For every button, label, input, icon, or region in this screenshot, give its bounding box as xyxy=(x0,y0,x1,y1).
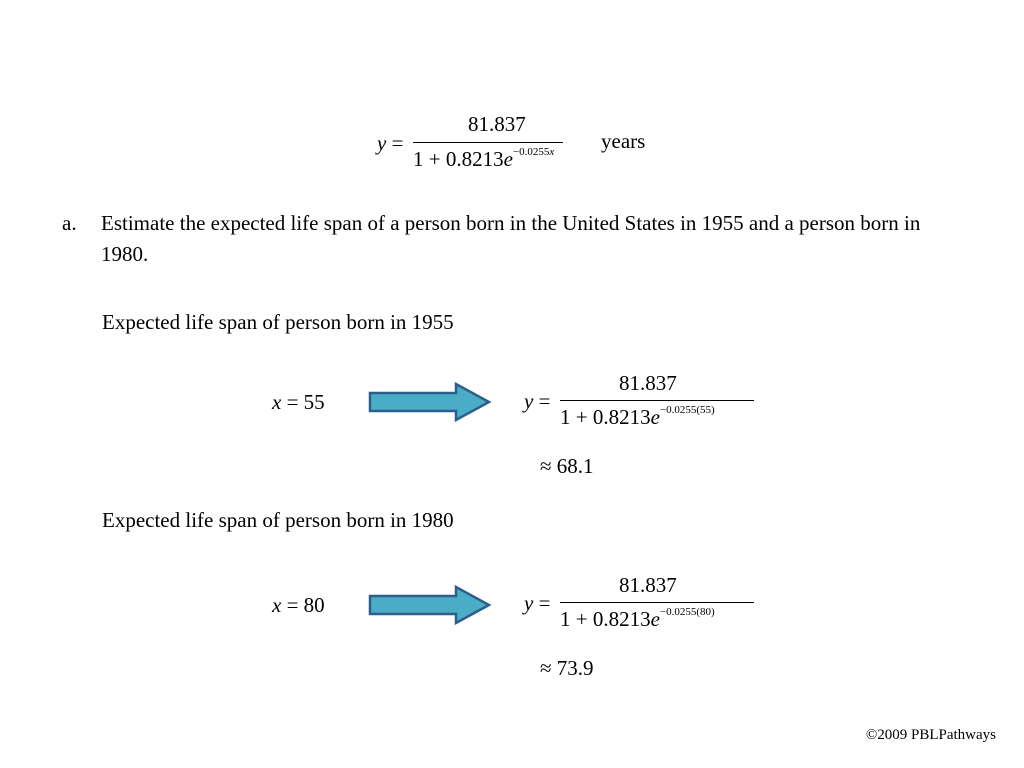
formula-denominator: $1 + 0.8213e^{-0.0255x}$ xyxy=(413,146,555,171)
formula-lhs: y = xyxy=(377,131,404,155)
formula-numerator: 81.837 xyxy=(619,371,677,395)
case-2-approx: ≈ 73.9 xyxy=(540,656,594,680)
fraction-bar xyxy=(560,400,754,401)
formula-denominator: $1 + 0.8213e^{-0.0255(80)}$ xyxy=(560,606,715,631)
case-1-formula xyxy=(522,371,782,441)
question-letter: a. xyxy=(62,211,77,235)
case-2-x-value: x = 80 xyxy=(272,593,325,617)
formula-denominator: $1 + 0.8213e^{-0.0255(55)}$ xyxy=(560,404,715,429)
formula-numerator: 81.837 xyxy=(468,112,526,136)
formula-lhs: y = xyxy=(524,591,551,615)
case-2-label: Expected life span of person born in 1980 xyxy=(102,508,454,532)
main-formula xyxy=(370,110,670,180)
question-text: Estimate the expected life span of a person born in the United States in 1955 and a person born in 1980. xyxy=(101,211,921,266)
formula-lhs: y = xyxy=(524,389,551,413)
fraction-bar xyxy=(560,602,754,603)
case-1-x-value: x = 55 xyxy=(272,390,325,414)
case-1-approx: ≈ 68.1 xyxy=(540,454,594,478)
formula-numerator: 81.837 xyxy=(619,573,677,597)
case-1-label: Expected life span of person born in 1955 xyxy=(102,310,454,334)
arrow-right-icon xyxy=(368,585,493,625)
case-2-formula xyxy=(522,573,782,643)
arrow-right-icon xyxy=(368,382,493,422)
fraction-bar xyxy=(413,142,563,143)
copyright-text: ©2009 PBLPathways xyxy=(865,727,996,743)
formula-unit: years xyxy=(601,129,646,153)
